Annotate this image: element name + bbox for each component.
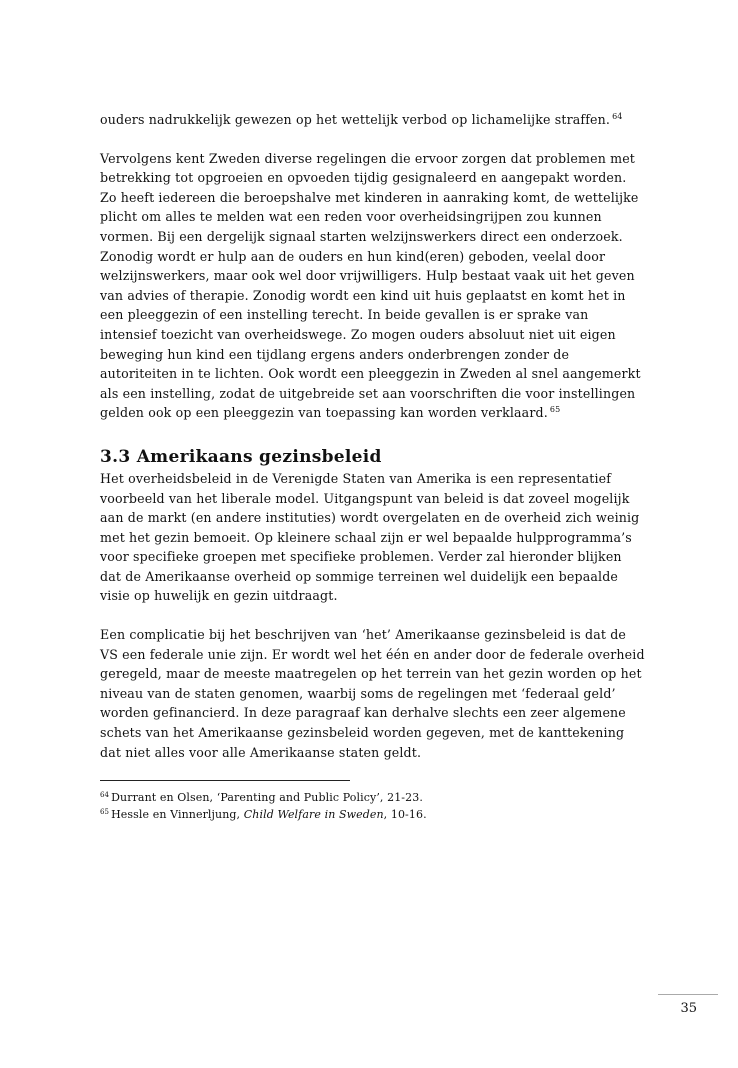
page-content — [100, 110, 645, 823]
footnotes — [100, 789, 645, 823]
page-number-rule — [658, 994, 718, 995]
footnote-ref-64: 64 — [612, 112, 623, 121]
paragraph-3: Het overheidsbeleid in de Verenigde Staten van Amerika is een representatief voorbeeld van het liberale model. Uitgangspunt van beleid is dat zoveel mogelijk aan de markt (en andere instituties) wordt overgelaten en de overheid zich weinig met het gezin bemoeit. Op kleinere schaal zijn er wel bepaalde hulpprogramma’s voor specifieke groepen met specifieke problemen. Verder zal hieronder blijken dat de Amerikaanse overheid op sommige terreinen wel duidelijk een bepaalde visie op huwelijk en gezin uitdraagt. — [100, 470, 640, 604]
section-heading: 3.3 Amerikaans gezinsbeleid — [100, 446, 382, 467]
footnote-divider — [100, 780, 350, 781]
paragraph-4: Een complicatie bij het beschrijven van ‘het’ Amerikaanse gezinsbeleid is dat de VS een federale unie zijn. Er wordt wel het één en ander door de federale overheid geregeld, maar de meeste maatregelen op het terrein van het gezin worden op het niveau van de staten genomen, waarbij soms de regelingen met ‘federaal geld’ worden gefinancierd. In deze paragraaf kan derhalve slechts een zeer algemene schets van het Amerikaanse gezinsbeleid worden gegeven, met de kanttekening dat niet alles voor alle Amerikaanse staten geldt. — [100, 627, 645, 760]
paragraph-1: ouders nadrukkelijk gewezen op het wettelijk verbod op lichamelijke straffen. $^{64}$ — [100, 112, 623, 127]
footnote-64: $^{64}$ Durrant en Olsen, ‘Parenting and Public Policy’, 21-23. — [100, 791, 423, 805]
paragraph-2: Vervolgens kent Zweden diverse regelingen die ervoor zorgen dat problemen met betrekking tot opgroeien en opvoeden tijdig gesignaleerd en aangepakt worden. Zo heeft iedereen die beroepshalve met kinderen in aanraking komt, de wettelijke plicht om alles te melden wat een reden voor overheidsingrijpen zou kunnen vormen. Bij een dergelijk signaal starten welzijnswerkers direct een onderzoek. Zonodig wordt er hulp aan de ouders en hun kind(eren) geboden, veelal door welzijnswerkers, maar ook wel door vrijwilligers. Hulp bestaat vaak uit het geven van advies of therapie. Zonodig wordt een kind uit huis geplaatst en komt het in een pleeggezin of een instelling terecht. In beide gevallen is er sprake van intensief toezicht van overheidswege. Zo mogen ouders absoluut niet uit eigen beweging hun kind een tijdlang ergens anders onderbrengen zonder de autoriteiten in te lichten. Ook wordt een pleeggezin in Zweden al snel aangemerkt als een instelling, zodat de uitgebreide set aan voorschriften die voor instellingen gelden ook op een pleeggezin van toepassing kan worden verklaard. $^{65}$ — [100, 150, 641, 421]
page-number: 35 — [680, 1001, 697, 1016]
footnote-ref-65: 65 — [549, 405, 561, 415]
footnote-65: $^{65}$ Hessle en Vinnerljung, Child Welfare in Sweden, 10-16. — [100, 808, 427, 822]
